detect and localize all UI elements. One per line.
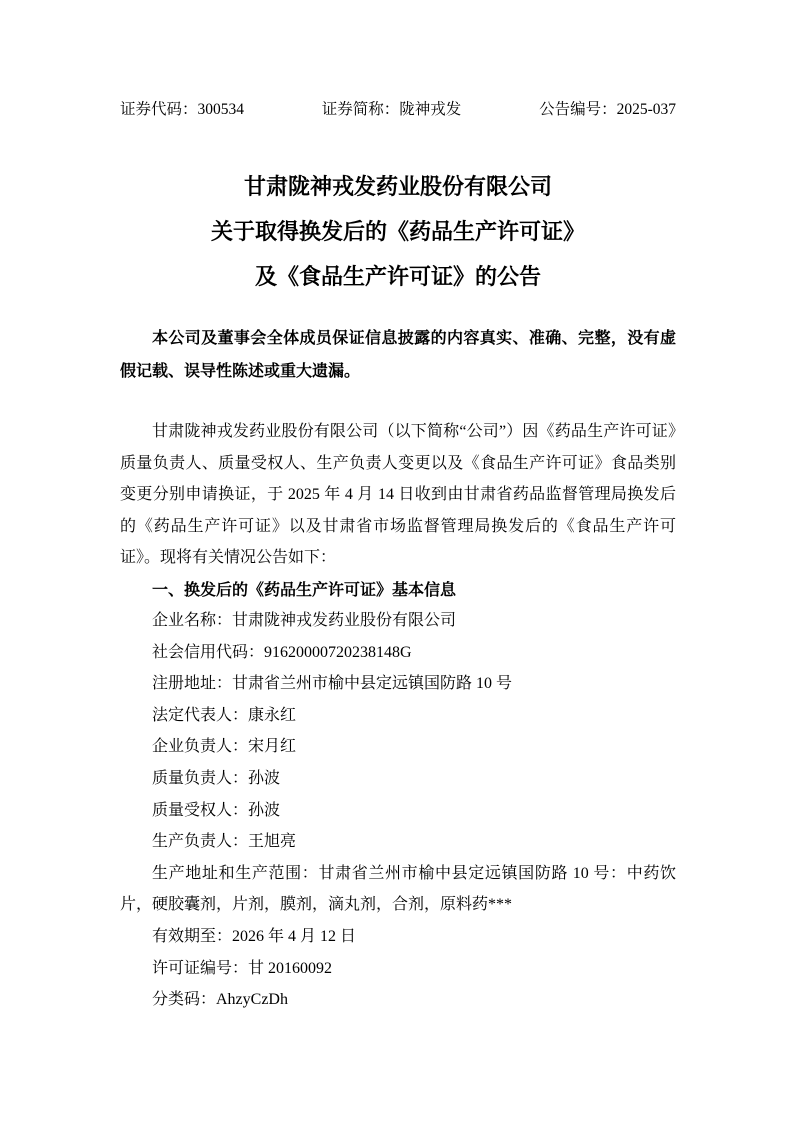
item-classification-code: 分类码：AhzyCzDh: [152, 991, 288, 1009]
stock-code: 证券代码：300534: [120, 101, 245, 118]
item-production-principal: 生产负责人：王旭亮: [152, 833, 297, 851]
item-valid-until: 有效期至：2026 年 4 月 12 日: [152, 927, 357, 945]
title-line-subject-2: 及《食品生产许可证》的公告: [254, 265, 541, 290]
item-quality-principal: 质量负责人：孙波: [152, 769, 281, 787]
item-credit-code: 社会信用代码：91620000720238148G: [152, 643, 412, 661]
announcement-number: 公告编号：2025-037: [539, 101, 676, 118]
item-license-number: 许可证编号：甘 20160092: [152, 959, 333, 977]
item-quality-authorized-person: 质量受权人：孙波: [152, 801, 281, 819]
document-header: [120, 100, 676, 120]
title-line-subject: 关于取得换发后的《药品生产许可证》: [210, 220, 585, 245]
section1-heading: 一、换发后的《药品生产许可证》基本信息: [152, 579, 457, 599]
item-company-name: 企业名称：甘肃陇神戎发药业股份有限公司: [152, 612, 457, 629]
item-enterprise-principal: 企业负责人：宋月红: [152, 738, 297, 756]
board-disclaimer: 本公司及董事会全体成员保证信息披露的内容真实、准确、完整，没有虚假记载、误导性陈述或重大遗漏。: [120, 328, 676, 380]
item-legal-representative: 法定代表人：康永红: [152, 706, 297, 724]
stock-abbr: 证券简称：陇神戎发: [321, 101, 462, 118]
document-title: [120, 165, 676, 300]
item-production-address-scope: 生产地址和生产范围：甘肃省兰州市榆中县定远镇国防路 10 号：中药饮片，硬胶囊剂，片剂，膜剂，滴丸剂，合剂，原料药***: [120, 864, 676, 914]
title-line-company: 甘肃陇神戎发药业股份有限公司: [243, 175, 552, 200]
intro-paragraph: 甘肃陇神戎发药业股份有限公司（以下简称“公司”）因《药品生产许可证》质量负责人、质量受权人、生产负责人变更以及《食品生产许可证》食品类别变更分别申请换证，于 2025 年 4 月 14 日收到由甘肃省药品监督管理局换发后的《药品生产许可证》以及甘肃省市场监督管理局换发后的《食品生产许可证》。现将有关情况公告如下：: [120, 423, 676, 566]
item-registered-address: 注册地址：甘肃省兰州市榆中县定远镇国防路 10 号: [152, 675, 513, 693]
